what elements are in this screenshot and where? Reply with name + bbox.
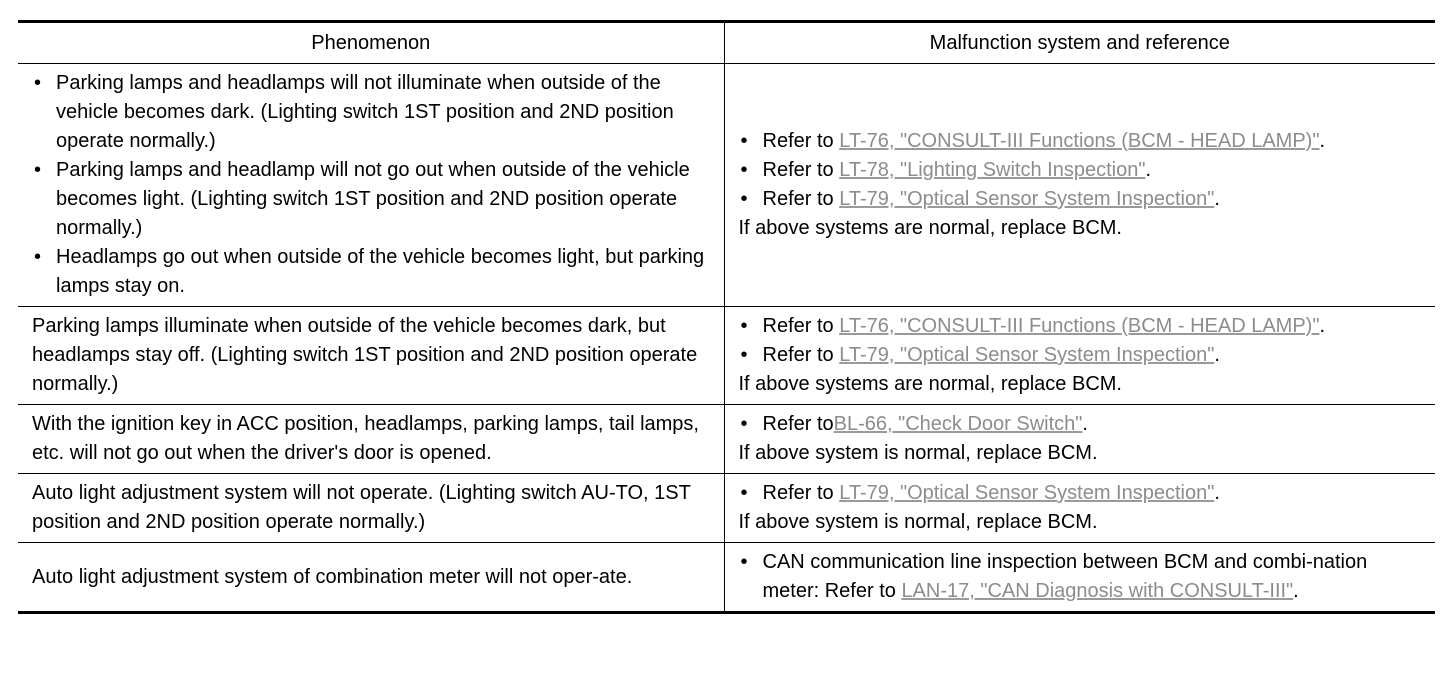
phenomenon-bullet: • Parking lamps and headlamp will not go out when outside of the vehicle becomes light. (Lighting switch 1ST position and 2ND position operate normally.) [32, 156, 714, 243]
header-phenomenon: Phenomenon [18, 22, 724, 64]
reference-suffix: . [1082, 413, 1088, 435]
reference-list [739, 548, 1426, 606]
table-row [18, 405, 1435, 474]
reference-item [739, 341, 1426, 370]
phenomenon-cell: With the ignition key in ACC position, headlamps, parking lamps, tail lamps, etc. will not go out when the driver's door is opened. [18, 405, 724, 474]
reference-list [739, 479, 1426, 508]
reference-link[interactable]: LT-79, "Optical Sensor System Inspection" [839, 188, 1215, 210]
reference-cell [724, 474, 1435, 543]
reference-list [739, 312, 1426, 370]
reference-link[interactable]: LT-78, "Lighting Switch Inspection" [839, 159, 1146, 181]
reference-cell [724, 64, 1435, 307]
reference-list [739, 127, 1426, 214]
replace-note: If above systems are normal, replace BCM. [738, 217, 1122, 239]
header-malfunction-system: Malfunction system and reference [929, 31, 1230, 54]
table-header-row [18, 22, 1435, 64]
reference-prefix: Refer to [762, 130, 840, 152]
reference-prefix: Refer to [762, 188, 840, 210]
reference-prefix: Refer to [762, 482, 840, 504]
table-row [18, 307, 1435, 405]
reference-item [739, 312, 1426, 341]
reference-cell [724, 405, 1435, 474]
table-row [18, 543, 1435, 613]
reference-item [739, 185, 1426, 214]
reference-link[interactable]: LAN-17, "CAN Diagnosis with CONSULT-III" [901, 580, 1294, 602]
reference-item [739, 548, 1426, 606]
reference-link[interactable]: BL-66, "Check Door Switch" [833, 413, 1083, 435]
reference-item [739, 410, 1426, 439]
replace-note: If above system is normal, replace BCM. [738, 442, 1098, 464]
reference-cell [724, 307, 1435, 405]
replace-note: If above systems are normal, replace BCM. [738, 373, 1122, 395]
reference-prefix: Refer to [762, 159, 840, 181]
reference-link[interactable]: LT-79, "Optical Sensor System Inspection" [839, 344, 1215, 366]
reference-item [739, 479, 1426, 508]
reference-suffix: . [1293, 580, 1299, 602]
table-row [18, 64, 1435, 307]
phenomenon-bullet: • Parking lamps and headlamps will not illuminate when outside of the vehicle becomes dark. (Lighting switch 1ST position and 2ND position operate normally.) [32, 69, 714, 156]
reference-prefix: Refer to [762, 344, 840, 366]
reference-suffix: . [1319, 130, 1325, 152]
phenomenon-cell [18, 64, 724, 307]
phenomenon-cell: Parking lamps illuminate when outside of the vehicle becomes dark, but headlamps stay off. (Lighting switch 1ST position and 2ND position operate normally.) [18, 307, 724, 405]
diagnosis-table-container [18, 20, 1435, 614]
phenomenon-bullet: • Headlamps go out when outside of the vehicle becomes light, but parking lamps stay on. [32, 243, 714, 301]
reference-cell [724, 543, 1435, 613]
reference-prefix: CAN communication line inspection between BCM and combi-nation meter: Refer to [762, 551, 1368, 602]
reference-prefix: Refer to [762, 413, 834, 435]
reference-item [739, 156, 1426, 185]
reference-suffix: . [1145, 159, 1151, 181]
reference-suffix: . [1214, 482, 1220, 504]
table-row [18, 474, 1435, 543]
reference-prefix: Refer to [762, 315, 840, 337]
reference-link[interactable]: LT-79, "Optical Sensor System Inspection" [839, 482, 1215, 504]
reference-list [739, 410, 1426, 439]
reference-link[interactable]: LT-76, "CONSULT-III Functions (BCM - HEAD LAMP)" [839, 130, 1320, 152]
phenomenon-cell: Auto light adjustment system of combination meter will not oper-ate. [18, 543, 724, 613]
diagnosis-table [18, 20, 1435, 614]
phenomenon-cell: Auto light adjustment system will not operate. (Lighting switch AU-TO, 1ST position and 2ND position operate normally.) [18, 474, 724, 543]
reference-suffix: . [1319, 315, 1325, 337]
replace-note: If above system is normal, replace BCM. [738, 511, 1098, 533]
reference-item [739, 127, 1426, 156]
reference-suffix: . [1214, 344, 1220, 366]
reference-suffix: . [1214, 188, 1220, 210]
reference-link[interactable]: LT-76, "CONSULT-III Functions (BCM - HEAD LAMP)" [839, 315, 1320, 337]
phenomenon-list [32, 69, 714, 301]
